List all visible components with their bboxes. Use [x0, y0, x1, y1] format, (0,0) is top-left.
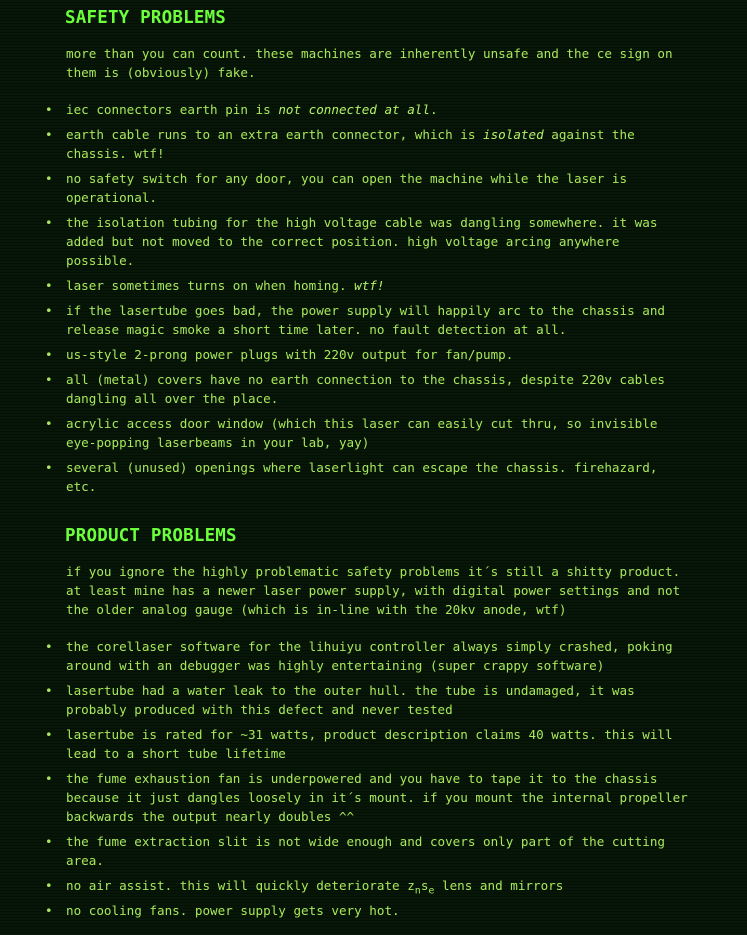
- safety-heading: SAFETY PROBLEMS: [65, 8, 227, 28]
- list-item-subscript: n: [414, 885, 421, 897]
- list-item: [0, 769, 747, 826]
- list-item-text: laser sometimes turns on when homing.: [66, 278, 355, 293]
- list-item-text: earth cable runs to an extra earth connector, which is: [66, 127, 484, 142]
- safety-section: [0, 6, 747, 496]
- list-item: [0, 169, 747, 207]
- list-item-text: lasertube had a water leak to the outer hull. the tube is undamaged, it was probably produced with this defect and never tested: [66, 683, 635, 717]
- product-section: [0, 524, 747, 920]
- safety-intro: more than you can count. these machines are inherently unsafe and the ce sign on them is (obviously) fake.: [66, 46, 673, 80]
- list-item-text: us-style 2-prong power plugs with 220v output for fan/pump.: [66, 347, 514, 362]
- bullet-icon: •: [45, 903, 53, 918]
- list-item-text: several (unused) openings where laserlight can escape the chassis. firehazard, etc.: [66, 460, 658, 494]
- list-item-text: .: [429, 102, 438, 117]
- list-item-text: lasertube is rated for ~31 watts, product description claims 40 watts. this will lead to a short tube lifetime: [66, 727, 673, 761]
- product-list: [0, 637, 747, 920]
- list-item-text: the fume extraction slit is not wide enough and covers only part of the cutting area.: [66, 834, 665, 868]
- bullet-icon: •: [45, 727, 53, 742]
- list-item: [0, 276, 747, 295]
- list-item-emphasis: not connected at all: [278, 102, 430, 117]
- list-item-text: acrylic access door window (which this laser can easily cut thru, so invisible eye-popping laserbeams in your lab, yay): [66, 416, 658, 450]
- list-item-text: no air assist. this will quickly deteriorate z: [66, 878, 415, 893]
- bullet-icon: •: [45, 878, 53, 893]
- bullet-icon: •: [45, 102, 53, 117]
- bullet-icon: •: [45, 683, 53, 698]
- list-item-subscript: e: [428, 885, 435, 897]
- safety-list: [0, 100, 747, 496]
- bullet-icon: •: [45, 347, 53, 362]
- bullet-icon: •: [45, 416, 53, 431]
- list-item-emphasis: wtf!: [354, 278, 385, 293]
- list-item: [0, 458, 747, 496]
- list-item-text: if the lasertube goes bad, the power supply will happily arc to the chassis and release magic smoke a short time later. no fault detection at all.: [66, 303, 665, 337]
- list-item: [0, 100, 747, 119]
- bullet-icon: •: [45, 278, 53, 293]
- list-item: [0, 414, 747, 452]
- list-item-text: all (metal) covers have no earth connection to the chassis, despite 220v cables dangling all over the place.: [66, 372, 665, 406]
- bullet-icon: •: [45, 303, 53, 318]
- list-item-text: the fume exhaustion fan is underpowered and you have to tape it to the chassis because it just dangles loosely in it´s mount. if you mount the internal propeller backwards the output nearly doubles ^^: [66, 771, 688, 824]
- list-item-text: the isolation tubing for the high voltage cable was dangling somewhere. it was added but not moved to the correct position. high voltage arcing anywhere possible.: [66, 215, 658, 268]
- list-item: [0, 725, 747, 763]
- list-item: [0, 370, 747, 408]
- list-item: [0, 301, 747, 339]
- list-item: [0, 901, 747, 920]
- bullet-icon: •: [45, 127, 53, 142]
- list-item: [0, 213, 747, 270]
- product-heading: PRODUCT PROBLEMS: [65, 526, 237, 546]
- list-item: [0, 637, 747, 675]
- list-item-text: no cooling fans. power supply gets very hot.: [66, 903, 400, 918]
- bullet-icon: •: [45, 372, 53, 387]
- list-item: [0, 681, 747, 719]
- list-item: [0, 832, 747, 870]
- bullet-icon: •: [45, 460, 53, 475]
- bullet-icon: •: [45, 639, 53, 654]
- bullet-icon: •: [45, 834, 53, 849]
- list-item-text: the corellaser software for the lihuiyu controller always simply crashed, poking around with an debugger was highly entertaining (super crappy software): [66, 639, 673, 673]
- list-item-text: lens and mirrors: [434, 878, 564, 893]
- list-item-text: iec connectors earth pin is: [66, 102, 279, 117]
- bullet-icon: •: [45, 771, 53, 786]
- bullet-icon: •: [45, 171, 53, 186]
- list-item-text: against the chassis. wtf!: [66, 127, 635, 161]
- list-item: [0, 876, 747, 895]
- list-item-emphasis: isolated: [483, 127, 544, 142]
- list-item-text: s: [420, 878, 429, 893]
- list-item: [0, 125, 747, 163]
- product-intro: if you ignore the highly problematic safety problems it´s still a shitty product. at least mine has a newer laser power supply, with digital power settings and not the older analog gauge (which is in-line with the 20kv anode, wtf): [66, 564, 681, 617]
- list-item: [0, 345, 747, 364]
- bullet-icon: •: [45, 215, 53, 230]
- list-item-text: no safety switch for any door, you can open the machine while the laser is operational.: [66, 171, 628, 205]
